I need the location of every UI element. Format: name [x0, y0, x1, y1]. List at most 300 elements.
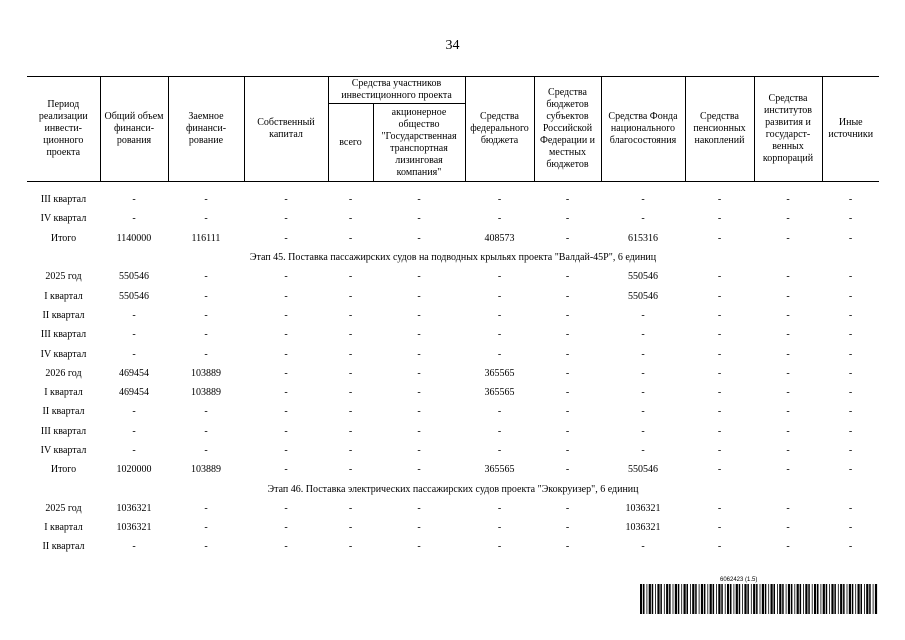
value-cell: 103889	[191, 387, 221, 399]
value-cell: -	[641, 425, 645, 437]
stage-title-row	[27, 479, 879, 498]
barcode-bar	[716, 584, 717, 614]
barcode-bar	[774, 584, 776, 614]
value-cell: -	[284, 541, 288, 553]
value-cell: -	[284, 232, 288, 244]
period-cell: I квартал	[44, 290, 83, 302]
table-row	[27, 383, 879, 402]
value-cell: -	[348, 367, 353, 379]
table-row	[27, 422, 879, 441]
value-cell: -	[204, 522, 208, 534]
table-body	[27, 182, 879, 557]
value-cell: -	[717, 348, 722, 360]
value-cell: -	[132, 309, 136, 321]
period-cell: II квартал	[42, 309, 85, 321]
value-cell: -	[132, 445, 136, 456]
value-cell: -	[497, 329, 502, 341]
value-cell: -	[348, 271, 353, 283]
barcode-bar	[699, 584, 700, 614]
value-cell: 365565	[484, 464, 515, 476]
value-cell: -	[641, 309, 645, 321]
header-other: Иные источники	[822, 77, 879, 182]
barcode-bar	[800, 584, 802, 614]
value-cell: -	[848, 309, 853, 321]
barcode-bar	[681, 584, 682, 614]
value-cell: -	[417, 522, 421, 534]
barcode-bar	[840, 584, 842, 614]
barcode-bar	[652, 584, 654, 614]
barcode-bar	[873, 584, 874, 614]
period-cell: III квартал	[40, 329, 87, 341]
value-cell: -	[848, 290, 853, 302]
barcode-bar	[803, 584, 804, 614]
barcode-bar	[838, 584, 839, 614]
barcode-bar	[756, 584, 758, 614]
barcode-bar	[762, 584, 764, 614]
barcode-bar	[669, 584, 671, 614]
value-cell: 469454	[119, 387, 149, 399]
value-cell: 1036321	[625, 522, 661, 534]
value-cell: -	[497, 348, 502, 360]
value-cell: -	[497, 194, 502, 206]
value-cell: -	[565, 387, 570, 399]
value-cell: -	[284, 194, 288, 206]
barcode-bar	[782, 584, 784, 614]
table-row	[27, 190, 879, 209]
value-cell: -	[417, 502, 421, 514]
value-cell: -	[848, 425, 853, 437]
value-cell: -	[786, 445, 790, 456]
value-cell: 550546	[628, 271, 658, 283]
value-cell: -	[204, 502, 208, 514]
value-cell: -	[641, 213, 645, 225]
barcode-bar	[817, 584, 819, 614]
barcode-bar	[647, 584, 648, 614]
value-cell: -	[717, 232, 722, 244]
table-row	[27, 325, 879, 344]
barcode-bar	[687, 584, 689, 614]
value-cell: -	[717, 425, 722, 437]
barcode-bar	[823, 584, 825, 614]
value-cell: -	[717, 541, 722, 553]
barcode-bar	[771, 584, 773, 614]
period-cell: I квартал	[44, 387, 83, 399]
value-cell: -	[848, 387, 853, 399]
value-cell: 1036321	[625, 502, 661, 514]
value-cell: -	[848, 445, 853, 456]
barcode-bar	[707, 584, 708, 614]
barcode-bar	[794, 584, 795, 614]
barcode-bar	[657, 584, 659, 614]
value-cell: 615316	[628, 232, 658, 244]
barcode-bar	[695, 584, 697, 614]
barcode-bar	[649, 584, 651, 614]
value-cell: -	[786, 425, 790, 437]
value-cell: -	[348, 445, 353, 456]
value-cell: -	[284, 213, 288, 225]
table-row	[27, 344, 879, 363]
value-cell: -	[786, 406, 790, 418]
barcode-bar	[869, 584, 871, 614]
value-cell: -	[348, 329, 353, 341]
period-cell: II квартал	[42, 406, 85, 418]
barcode-bar	[660, 584, 662, 614]
value-cell: -	[284, 522, 288, 534]
value-cell: -	[565, 425, 570, 437]
value-cell: -	[565, 213, 570, 225]
barcode-bar	[779, 584, 781, 614]
value-cell: -	[786, 271, 790, 283]
value-cell: -	[848, 406, 853, 418]
value-cell: -	[565, 348, 570, 360]
header-participants-all: всего	[328, 104, 373, 182]
value-cell: -	[348, 425, 353, 437]
barcode-bar	[734, 584, 735, 614]
value-cell: -	[497, 522, 502, 534]
value-cell: -	[348, 213, 353, 225]
barcode-bar	[704, 584, 706, 614]
value-cell: -	[565, 194, 570, 206]
value-cell: -	[417, 464, 421, 476]
value-cell: -	[641, 387, 645, 399]
value-cell: -	[204, 194, 208, 206]
value-cell: -	[417, 406, 421, 418]
value-cell: -	[848, 464, 853, 476]
value-cell: -	[348, 541, 353, 553]
value-cell: -	[641, 541, 645, 553]
period-cell: IV квартал	[40, 348, 87, 360]
value-cell: -	[565, 502, 570, 514]
value-cell: -	[284, 290, 288, 302]
value-cell: -	[348, 290, 353, 302]
value-cell: -	[348, 309, 353, 321]
value-cell: 550546	[628, 464, 658, 476]
barcode-bar	[744, 584, 746, 614]
barcode-bar	[866, 584, 868, 614]
barcode-bar	[673, 584, 674, 614]
value-cell: -	[497, 406, 502, 418]
barcode-bar	[861, 584, 863, 614]
table-row	[27, 229, 879, 248]
value-cell: -	[417, 387, 421, 399]
barcode-bar	[692, 584, 694, 614]
barcode-bar	[742, 584, 743, 614]
barcode-bar	[730, 584, 732, 614]
value-cell: -	[786, 290, 790, 302]
value-cell: -	[497, 541, 502, 553]
value-cell: -	[132, 406, 136, 418]
value-cell: 1020000	[116, 464, 152, 476]
table-row	[27, 267, 879, 286]
value-cell: -	[348, 387, 353, 399]
period-cell: I квартал	[44, 522, 83, 534]
table-row	[27, 286, 879, 305]
barcode-bar	[664, 584, 665, 614]
table-row	[27, 441, 879, 460]
barcode-bar	[760, 584, 761, 614]
header-pension: Средства пенсионных накоплений	[685, 77, 754, 182]
value-cell: -	[348, 464, 353, 476]
table-row	[27, 306, 879, 325]
value-cell: -	[848, 541, 853, 553]
table-row	[27, 209, 879, 228]
header-nwf: Средства Фонда национального благосостояния	[601, 77, 685, 182]
barcode-bar	[753, 584, 755, 614]
barcode-bar	[747, 584, 749, 614]
value-cell: -	[204, 406, 208, 418]
barcode-bar	[736, 584, 738, 614]
barcode-bar	[786, 584, 787, 614]
value-cell: -	[417, 194, 421, 206]
period-cell: 2025 год	[45, 502, 82, 514]
value-cell: -	[641, 406, 645, 418]
value-cell: 469454	[119, 367, 149, 379]
barcode-bar	[655, 584, 656, 614]
page-number: 34	[445, 38, 460, 53]
value-cell: -	[417, 425, 421, 437]
barcode-bar	[666, 584, 668, 614]
barcode-bar	[643, 584, 645, 614]
value-cell: -	[417, 271, 421, 283]
value-cell: -	[284, 367, 288, 379]
barcode-bar	[812, 584, 813, 614]
header-regional: Средства бюджетов субъектов Российской Федерации и местных бюджетов	[534, 77, 601, 182]
value-cell: -	[717, 271, 722, 283]
value-cell: -	[204, 425, 208, 437]
barcode-bar	[855, 584, 856, 614]
table-row	[27, 460, 879, 479]
value-cell: -	[641, 194, 645, 206]
value-cell: 365565	[484, 367, 515, 379]
barcode-bar	[777, 584, 778, 614]
barcode-bar	[640, 584, 642, 614]
value-cell: -	[641, 367, 645, 379]
value-cell: -	[717, 387, 722, 399]
period-cell: IV квартал	[40, 445, 87, 456]
value-cell: -	[786, 309, 790, 321]
value-cell: 408573	[484, 232, 515, 244]
value-cell: -	[348, 232, 353, 244]
value-cell: -	[132, 541, 136, 553]
value-cell: 550546	[628, 290, 658, 302]
period-cell: Итого	[50, 232, 77, 244]
barcode-bar	[721, 584, 723, 614]
document-code: 6062423 (1.5)	[720, 577, 758, 583]
value-cell: -	[848, 502, 853, 514]
value-cell: -	[717, 406, 722, 418]
period-cell: IV квартал	[40, 213, 87, 225]
value-cell: -	[565, 329, 570, 341]
value-cell: -	[565, 406, 570, 418]
value-cell: -	[848, 271, 853, 283]
value-cell: -	[565, 367, 570, 379]
barcode-bar	[765, 584, 767, 614]
value-cell: -	[132, 213, 136, 225]
value-cell: -	[132, 425, 136, 437]
value-cell: -	[204, 445, 208, 456]
value-cell: -	[848, 522, 853, 534]
value-cell: -	[848, 213, 853, 225]
value-cell: -	[417, 445, 421, 456]
barcode-bar	[713, 584, 715, 614]
value-cell: -	[786, 213, 790, 225]
value-cell: 103889	[191, 464, 221, 476]
stage-title: Этап 46. Поставка электрических пассажирских судов проекта "Экокруизер", 6 единиц	[267, 483, 639, 495]
value-cell: -	[204, 290, 208, 302]
barcode-bar	[864, 584, 865, 614]
barcode-bar	[690, 584, 691, 614]
value-cell: 550546	[119, 271, 149, 283]
value-cell: -	[497, 425, 502, 437]
value-cell: -	[565, 290, 570, 302]
barcode-bar	[805, 584, 807, 614]
barcode-bar	[725, 584, 726, 614]
value-cell: -	[497, 445, 502, 456]
value-cell: -	[717, 329, 722, 341]
value-cell: -	[848, 329, 853, 341]
value-cell: -	[497, 502, 502, 514]
value-cell: -	[641, 445, 645, 456]
value-cell: -	[565, 464, 570, 476]
value-cell: -	[786, 367, 790, 379]
period-cell: 2025 год	[45, 271, 82, 283]
barcode-bar	[831, 584, 833, 614]
stage-title: Этап 45. Поставка пассажирских судов на подводных крыльях проекта "Валдай-45Р", 6 единиц	[249, 252, 657, 264]
value-cell: -	[786, 464, 790, 476]
value-cell: -	[848, 232, 853, 244]
value-cell: -	[717, 522, 722, 534]
value-cell: 103889	[191, 367, 221, 379]
value-cell: -	[284, 329, 288, 341]
value-cell: -	[786, 522, 790, 534]
value-cell: -	[284, 271, 288, 283]
value-cell: -	[417, 367, 421, 379]
header-total: Общий объем финанси-рования	[100, 77, 168, 182]
barcode-bar	[814, 584, 816, 614]
value-cell: -	[284, 464, 288, 476]
value-cell: -	[497, 290, 502, 302]
value-cell: -	[284, 502, 288, 514]
value-cell: -	[284, 387, 288, 399]
value-cell: -	[284, 348, 288, 360]
value-cell: -	[284, 445, 288, 456]
value-cell: 1036321	[116, 502, 152, 514]
table-row	[27, 364, 879, 383]
table-row	[27, 537, 879, 556]
value-cell: -	[717, 445, 722, 456]
barcode-bar	[797, 584, 799, 614]
header-federal: Средства федерального бюджета	[465, 77, 534, 182]
value-cell: -	[786, 232, 790, 244]
value-cell: -	[417, 309, 421, 321]
value-cell: -	[717, 309, 722, 321]
value-cell: -	[348, 194, 353, 206]
period-cell: Итого	[50, 464, 77, 476]
value-cell: -	[786, 502, 790, 514]
table-row	[27, 518, 879, 537]
value-cell: -	[284, 309, 288, 321]
value-cell: -	[348, 348, 353, 360]
barcode-image	[640, 584, 878, 614]
period-cell: 2026 год	[45, 367, 82, 379]
value-cell: -	[348, 406, 353, 418]
barcode-bar	[718, 584, 720, 614]
barcode-bar	[834, 584, 836, 614]
barcode-bar	[791, 584, 793, 614]
value-cell: -	[497, 213, 502, 225]
header-institutes: Средства институтов развития и государст-венных корпораций	[754, 77, 822, 182]
header-participants-gtlk: акционерное общество "Государственная транспортная лизинговая компания"	[373, 104, 465, 182]
barcode-bar	[739, 584, 741, 614]
period-cell: II квартал	[42, 541, 85, 553]
value-cell: -	[717, 194, 722, 206]
value-cell: -	[417, 290, 421, 302]
header-participants: Средства участников инвестиционного проекта	[328, 77, 465, 104]
barcode-bar	[678, 584, 680, 614]
value-cell: -	[497, 271, 502, 283]
value-cell: -	[786, 194, 790, 206]
barcode-bar	[826, 584, 828, 614]
barcode-bar	[852, 584, 854, 614]
value-cell: -	[132, 348, 136, 360]
value-cell: 1140000	[116, 232, 152, 244]
value-cell: -	[565, 232, 570, 244]
barcode-bar	[701, 584, 703, 614]
value-cell: -	[565, 271, 570, 283]
barcode-bar	[847, 584, 848, 614]
barcode-bar	[727, 584, 729, 614]
value-cell: -	[284, 406, 288, 418]
barcode-bar	[684, 584, 686, 614]
value-cell: -	[132, 329, 136, 341]
value-cell: -	[786, 329, 790, 341]
value-cell: -	[417, 348, 421, 360]
barcode-bar	[808, 584, 810, 614]
value-cell: -	[717, 213, 722, 225]
stage-title-row	[27, 248, 879, 267]
value-cell: -	[417, 541, 421, 553]
financing-table	[27, 76, 879, 557]
barcode-bar	[751, 584, 752, 614]
value-cell: 116111	[191, 232, 221, 244]
value-cell: -	[565, 522, 570, 534]
barcode-bar	[788, 584, 790, 614]
table-row	[27, 499, 879, 518]
value-cell: -	[348, 522, 353, 534]
value-cell: 365565	[484, 387, 515, 399]
value-cell: -	[786, 541, 790, 553]
value-cell: -	[132, 194, 136, 206]
value-cell: -	[641, 329, 645, 341]
barcode-bar	[768, 584, 769, 614]
header-equity: Собственный капитал	[244, 77, 328, 182]
value-cell: -	[565, 541, 570, 553]
value-cell: -	[848, 194, 853, 206]
table-row	[27, 402, 879, 421]
value-cell: -	[497, 309, 502, 321]
value-cell: -	[717, 502, 722, 514]
barcode-bar	[875, 584, 877, 614]
value-cell: -	[848, 367, 853, 379]
barcode-bar	[849, 584, 851, 614]
barcode-bar	[675, 584, 677, 614]
value-cell: -	[348, 502, 353, 514]
barcode-bar	[829, 584, 830, 614]
value-cell: -	[204, 213, 208, 225]
value-cell: -	[204, 309, 208, 321]
value-cell: -	[786, 387, 790, 399]
value-cell: -	[204, 329, 208, 341]
